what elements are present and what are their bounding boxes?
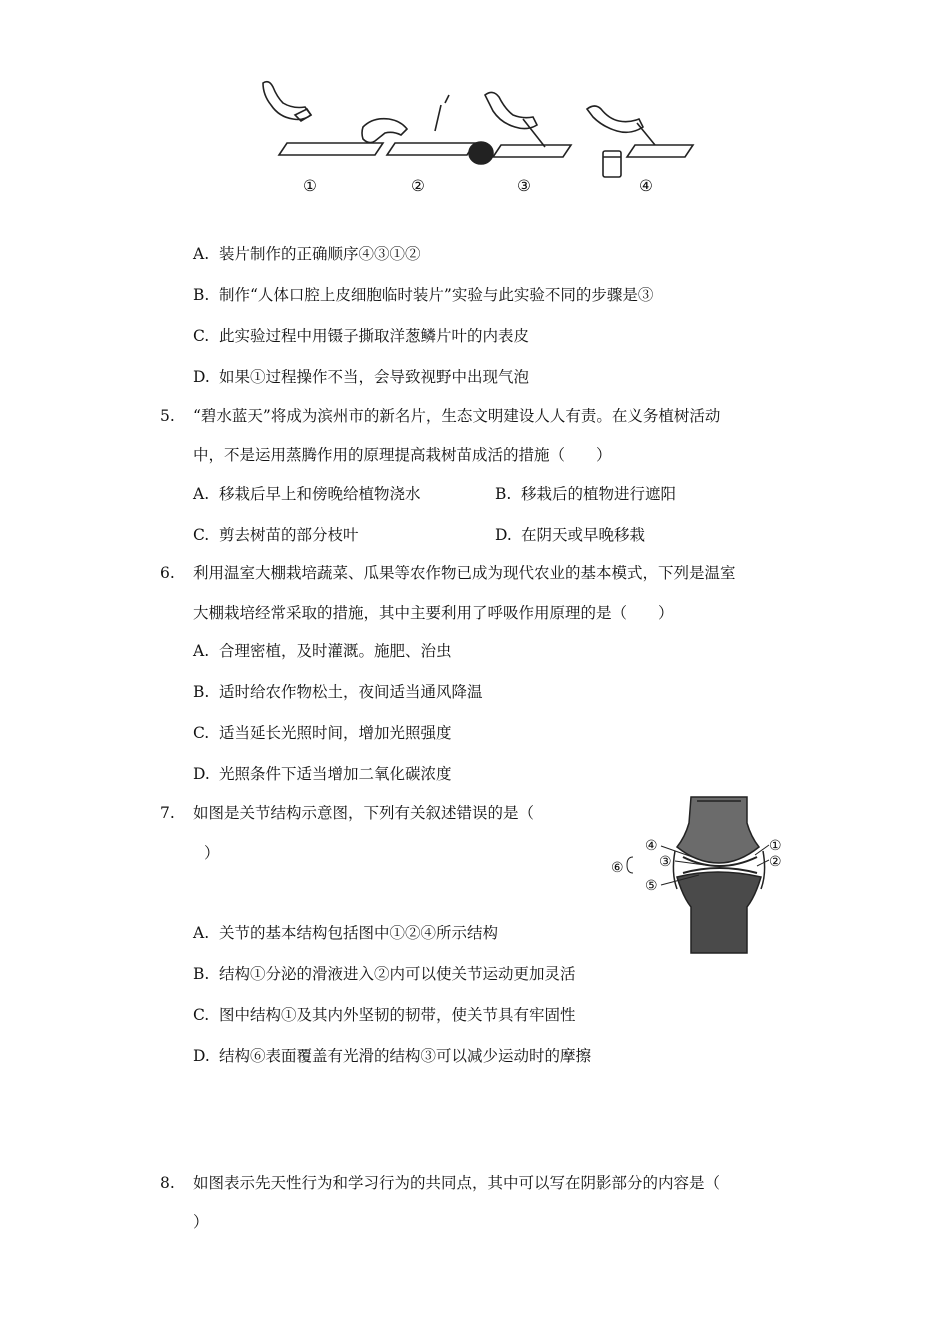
q4-option-d: D. 如果①过程操作不当，会导致视野中出现气泡: [193, 368, 530, 386]
q6-option-a: A. 合理密植，及时灌溉。施肥、治虫: [193, 642, 452, 660]
slide-preparation-figure: [255, 75, 695, 205]
step-label-2: ②: [411, 177, 425, 195]
step-label-4: ④: [639, 177, 653, 195]
step-label-1: ①: [303, 177, 317, 195]
q7-option-c: C. 图中结构①及其内外坚韧的韧带，使关节具有牢固性: [193, 1006, 576, 1024]
joint-label-1: ①: [769, 838, 782, 854]
joint-label-4: ④: [645, 838, 658, 854]
q7-stem-line2: ）: [204, 844, 220, 862]
q7-option-d: D. 结构⑥表面覆盖有光滑的结构③可以减少运动时的摩擦: [193, 1047, 592, 1065]
step-label-3: ③: [517, 177, 531, 195]
q6-option-c: C. 适当延长光照时间，增加光照强度: [193, 724, 452, 742]
q5-option-c: C. 剪去树苗的部分枝叶: [193, 526, 359, 544]
q6-option-b: B. 适时给农作物松土，夜间适当通风降温: [193, 683, 483, 701]
q7-number: 7.: [160, 804, 175, 822]
q5-option-a: A. 移栽后早上和傍晚给植物浇水: [193, 485, 421, 503]
q5-stem-line1: “碧水蓝天”将成为滨州市的新名片，生态文明建设人人有责。在义务植树活动: [193, 407, 721, 425]
q4-option-b: B. 制作“人体口腔上皮细胞临时装片”实验与此实验不同的步骤是③: [193, 286, 654, 304]
q8-number: 8.: [160, 1174, 175, 1192]
q7-option-b: B. 结构①分泌的滑液进入②内可以使关节运动更加灵活: [193, 965, 576, 983]
q8-stem-line2: ）: [193, 1213, 209, 1231]
q7-option-a: A. 关节的基本结构包括图中①②④所示结构: [193, 924, 499, 942]
q4-option-a: A. 装片制作的正确顺序④③①②: [193, 245, 421, 263]
q6-stem-line1: 利用温室大棚栽培蔬菜、瓜果等农作物已成为现代农业的基本模式，下列是温室: [193, 564, 736, 582]
joint-structure-figure: [603, 795, 798, 955]
joint-label-3: ③: [659, 854, 672, 870]
q6-stem-line2: 大棚栽培经常采取的措施，其中主要利用了呼吸作用原理的是（ ）: [193, 604, 674, 622]
joint-label-5: ⑤: [645, 878, 658, 894]
joint-illustration: [603, 795, 798, 955]
q7-stem-line1: 如图是关节结构示意图，下列有关叙述错误的是（: [193, 804, 535, 822]
q5-number: 5.: [160, 407, 175, 425]
slide-steps-illustration: [255, 75, 695, 205]
q5-option-b: B. 移栽后的植物进行遮阳: [495, 485, 677, 503]
q8-stem-line1: 如图表示先天性行为和学习行为的共同点，其中可以写在阴影部分的内容是（: [193, 1174, 721, 1192]
q5-stem-line2: 中，不是运用蒸腾作用的原理提高栽树苗成活的措施（ ）: [193, 446, 612, 464]
q6-number: 6.: [160, 564, 175, 582]
q4-option-c: C. 此实验过程中用镊子撕取洋葱鳞片叶的内表皮: [193, 327, 530, 345]
q6-option-d: D. 光照条件下适当增加二氧化碳浓度: [193, 765, 452, 783]
joint-label-6: ⑥: [611, 860, 624, 876]
joint-label-2: ②: [769, 854, 782, 870]
q5-option-d: D. 在阴天或早晚移栽: [495, 526, 646, 544]
